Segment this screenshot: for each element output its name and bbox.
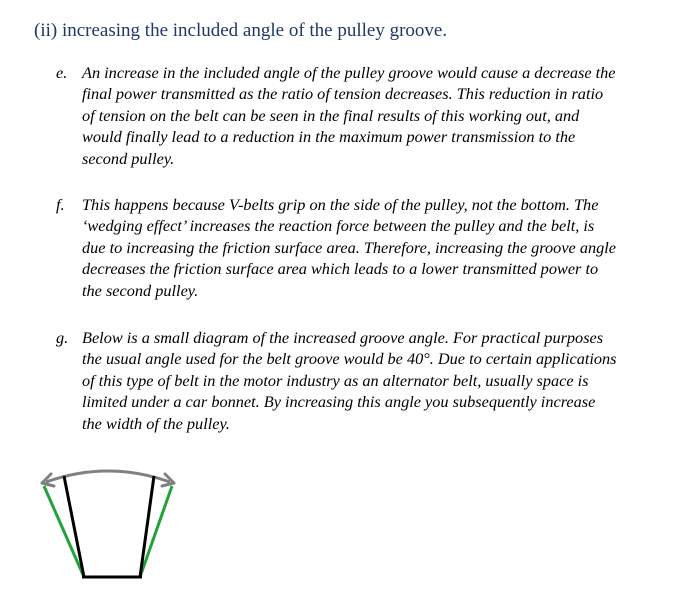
text-line: second pulley.	[82, 148, 175, 168]
text-line: would finally lead to a reduction in the maximum power transmission to the	[82, 127, 576, 147]
text-line: the usual angle used for the belt groove would be 40°. Due to certain applications	[82, 349, 617, 369]
increased-groove-left-side	[44, 486, 84, 577]
groove-angle-diagram	[36, 462, 180, 586]
text-line: final power transmitted as the ratio of tension decreases. This reduction in ratio	[82, 84, 604, 104]
paragraph-text	[82, 327, 676, 434]
text-line: of this type of belt in the motor industry as an alternator belt, usually space is	[82, 370, 589, 390]
text-line: limited under a car bonnet. By increasing this angle you subsequently increase	[82, 392, 596, 412]
list-item-f	[56, 194, 676, 301]
original-groove-left-side	[64, 476, 84, 577]
list-marker: e.	[56, 63, 68, 82]
original-groove-right-side	[140, 476, 154, 577]
text-line: decreases the friction surface area which leads to a lower transmitted power to	[82, 259, 599, 279]
text-line: the width of the pulley.	[82, 413, 230, 433]
text-line: of tension on the belt can be seen in the final results of this working out, and	[82, 105, 580, 125]
text-line: the second pulley.	[82, 280, 199, 300]
paragraph-text	[82, 194, 676, 301]
text-line: This happens because V-belts grip on the side of the pulley, not the bottom. The	[82, 195, 599, 214]
paragraph-text	[82, 62, 676, 169]
text-line: An increase in the included angle of the pulley groove would cause a decrease the	[82, 63, 616, 82]
list-item-g	[56, 327, 676, 434]
section-heading: (ii) increasing the included angle of the pulley groove.	[34, 20, 448, 41]
text-line: ‘wedging effect’ increases the reaction force between the pulley and the belt, is	[82, 216, 595, 236]
text-line: due to increasing the friction surface area. Therefore, increasing the groove angle	[82, 237, 617, 257]
list-marker: f.	[56, 195, 65, 214]
list-item-e	[56, 62, 676, 169]
text-line: Below is a small diagram of the increased groove angle. For practical purposes	[82, 328, 604, 347]
list-marker: g.	[56, 328, 69, 347]
